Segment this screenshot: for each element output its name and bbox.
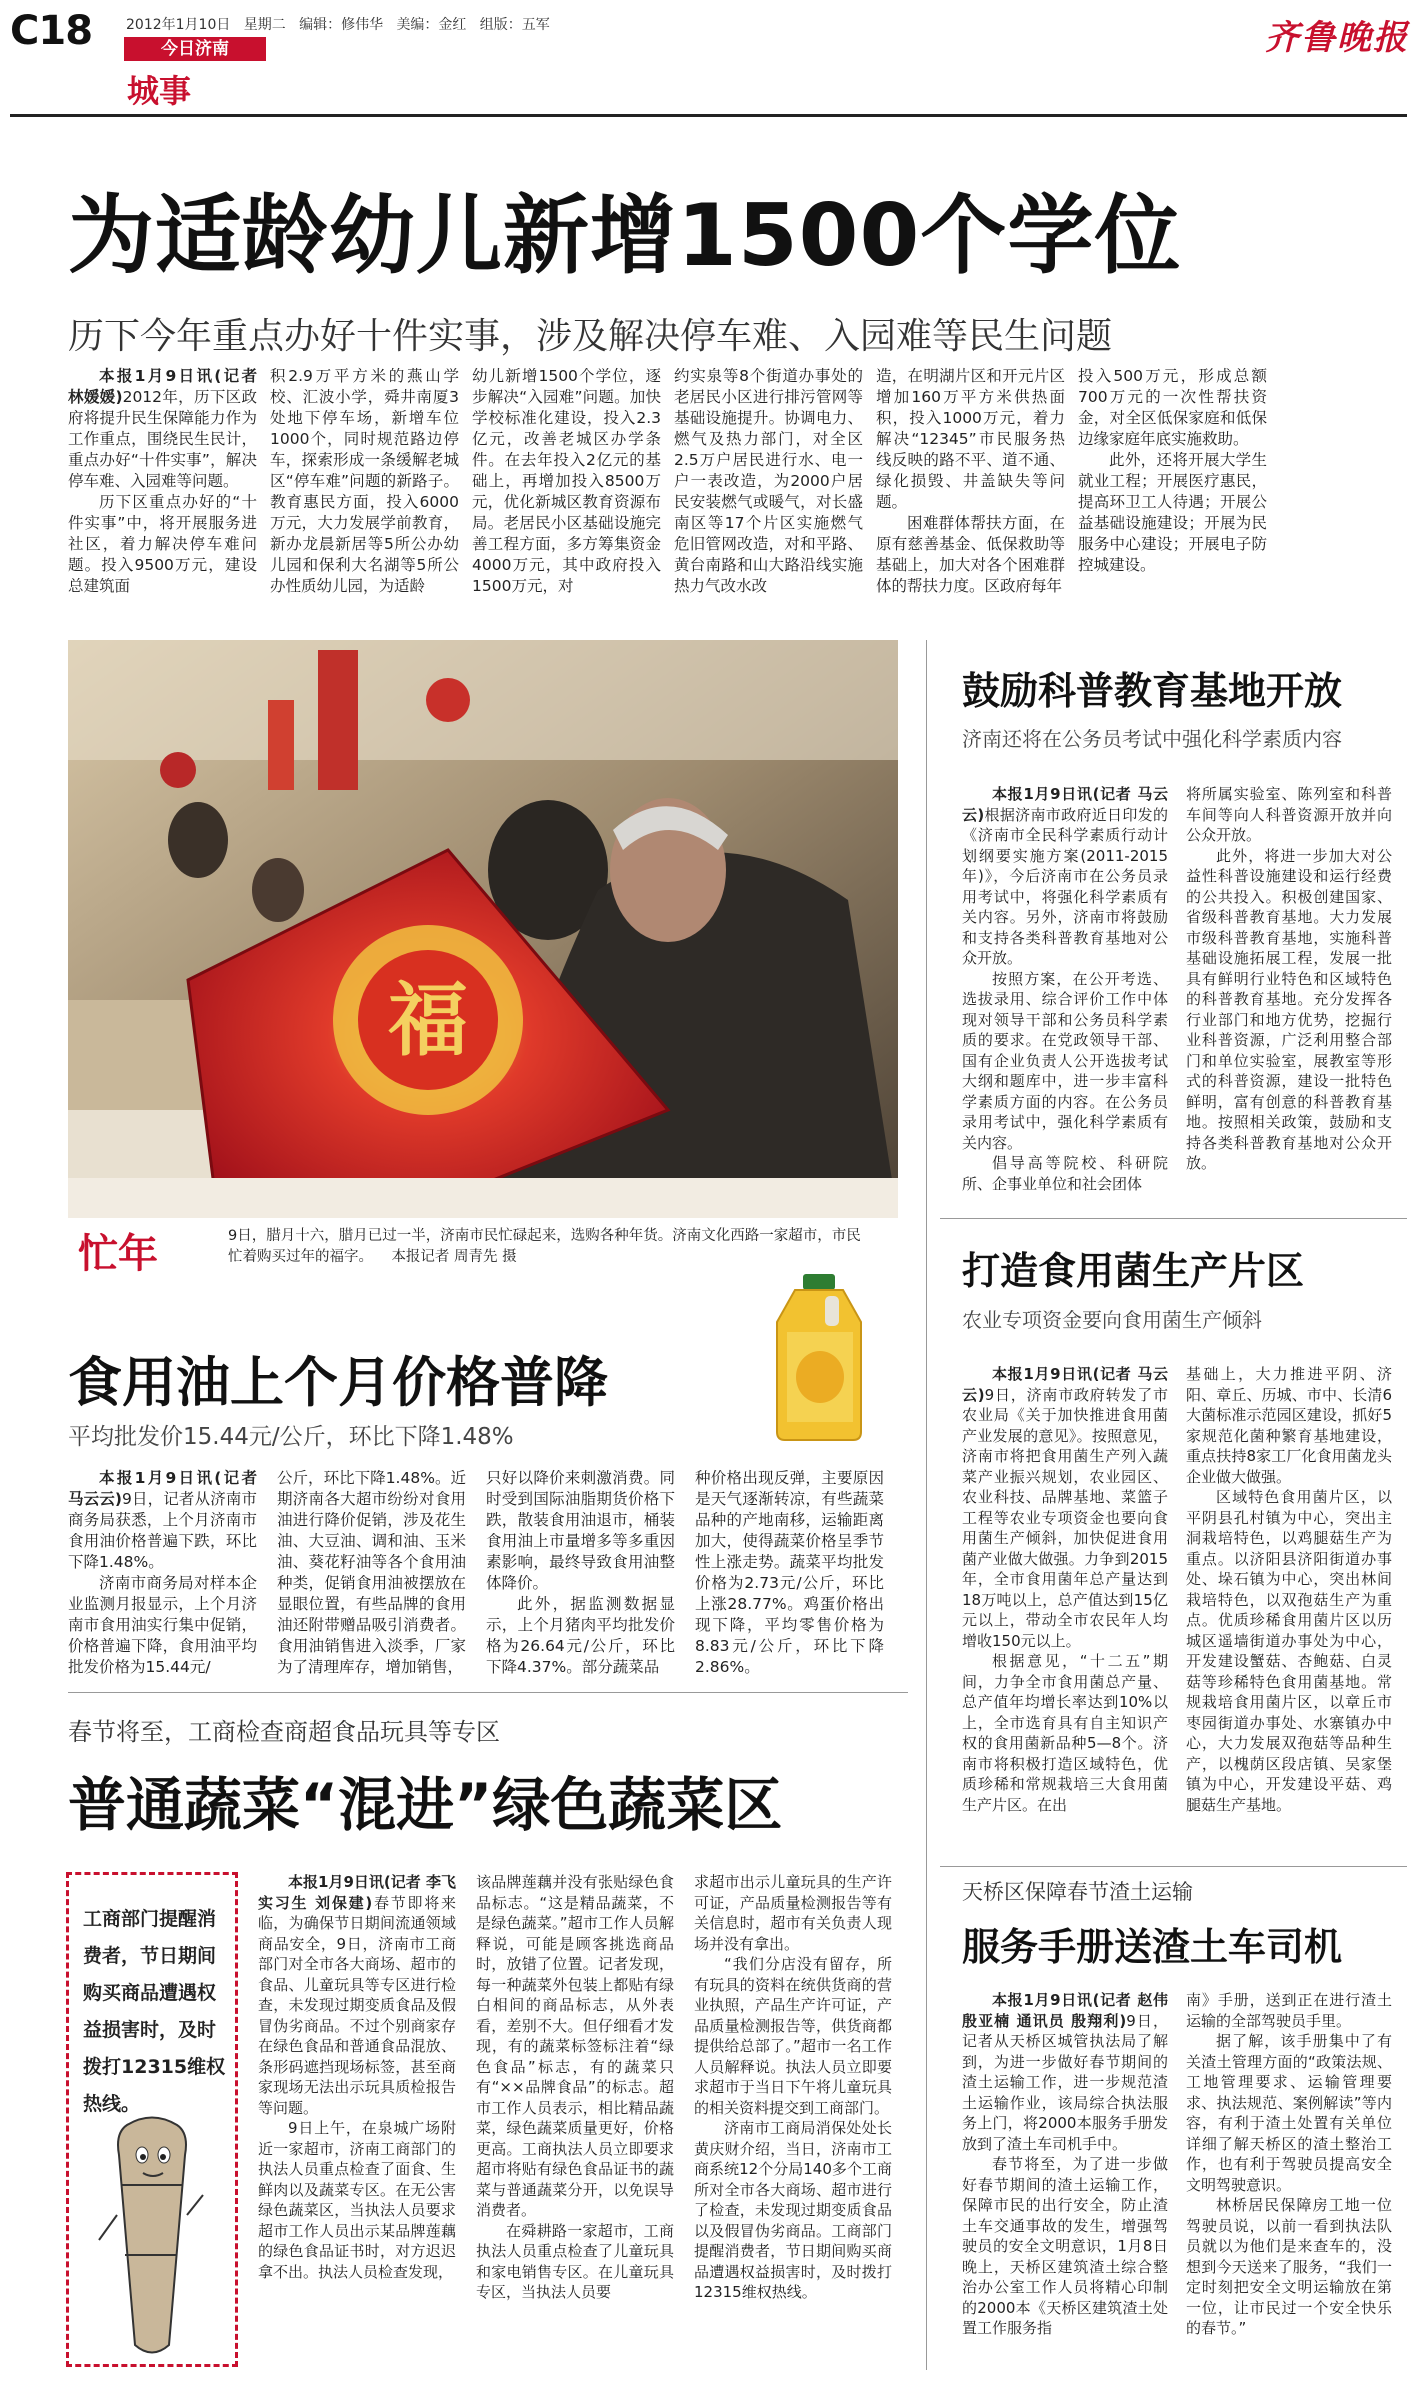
oil-byline: 本报1月9日讯(记者 马云云)	[68, 1469, 257, 1508]
lead-col-5	[876, 366, 1065, 597]
lead-text-1a: 2012年，历下区政府将提升民生保障能力作为工作重点，围绕民生民计，重点办好“十件实事”，解决停车难、入园难等问题。	[68, 388, 257, 490]
science-text-2: 将所属实验室、陈列室和科普车间等向人科普资源开放并向公众开放。	[1186, 785, 1392, 844]
science-text-2b: 此外，将进一步加大对公益性科普设施建设和运行经费的公共投入。积极创建国家、省级科普教育基地。大力发展市级科普教育基地，实施科普基础设施拓展工程，发展一批具有鲜明行业特色和区域特色的科普教育基地。充分发挥各行业部门和地方优势，挖掘行业科普资源，广泛利用整合部门和单位实验室，展教室等形式的科普资源，建设一批特色鲜明，富有创意的科普教育基地。按照相关政策，鼓励和支持各类科普教育基地对公众开放。	[1186, 846, 1392, 1172]
fungus-text-2: 基础上，大力推进平阴、济阳、章丘、历城、市中、长清6大菌标准示范园区建设，抓好5家规范化菌种繁育基地建设，重点扶持8家工厂化食用菌龙头企业做大做强。	[1186, 1365, 1392, 1486]
lead-col-4	[674, 366, 863, 597]
truck-headline: 服务手册送渣土车司机	[962, 1925, 1343, 1969]
lead-text-5: 造，在明湖片区和开元片区增加160万平方米供热面积，投入1000万元，着力解决“12345”市民服务热线反映的路不平、道不通、绿化损毁、井盖缺失等问题。	[876, 367, 1065, 511]
truck-col-2	[1186, 1990, 1392, 2339]
oil-text-1: 9日，记者从济南市商务局获悉，上个月济南市食用油价格普遍下跌，环比下降1.48%。	[68, 1490, 257, 1571]
science-text-1: 根据济南市政府近日印发的《济南市全民科学素质行动计划纲要实施方案(2011-2015年)》，今后济南市在公务员录用考试中，将强化科学素质有关内容。另外，济南市将鼓励和支持各类科普教育基地对公众开放。	[962, 805, 1168, 967]
lead-col-6	[1078, 366, 1267, 576]
fungus-subtitle: 农业专项资金要向食用菌生产倾斜	[962, 1308, 1262, 1332]
right-col-divider	[926, 640, 927, 2370]
fungus-text-1b: 根据意见，“十二五”期间，力争全市食用菌总产量、总产值年均增长率达到10%以上，全市选育具有自主知识产权的食用菌新品种5—8个。济南市将积极打造区域特色，优质珍稀和常规栽培三大食用菌生产片区。在出	[962, 1652, 1168, 1814]
oil-text-3b: 此外，据监测数据显示，上个月猪肉平均批发价格为26.64元/公斤，环比下降4.37%。部分蔬菜品	[486, 1595, 675, 1676]
oil-headline: 食用油上个月价格普降	[68, 1351, 608, 1414]
date: 2012年1月10日	[126, 17, 231, 33]
lead-text-3: 幼儿新增1500个学位，逐步解决“入园难”问题。加快学校标准化建设，投入2.3亿元，改善老城区办学条件。在去年投入2亿元的基础上，再增加投入8500万元，优化新城区教育资源布局。老居民小区基础设施完善工程方面，多方筹集资金4000万元，其中政府投入1500万元，对	[472, 367, 661, 595]
layout-editor: 组版：五军	[479, 17, 550, 33]
veg-text-1b: 9日上午，在泉城广场附近一家超市，济南工商部门的执法人员重点检查了面食、生鲜肉以及蔬菜专区。在无公害绿色蔬菜区，当执法人员要求超市工作人员出示某品牌莲藕的绿色食品证书时，对方迟迟拿不出。执法人员检查发现，	[258, 2119, 456, 2281]
fu-character: 福	[388, 974, 468, 1067]
science-headline: 鼓励科普教育基地开放	[962, 669, 1343, 713]
lead-text-4: 约实泉等8个街道办事处的老居民小区进行排污管网等基础设施提升。协调电力、燃气及热力部门，对全区2.5万户居民进行水、电一户一表改造，为2000户居民安装燃气或暖气，对长盛南区等17个片区实施燃气危旧管网改造，对和平路、黄台南路和山大路沿线实施热力气改水改	[674, 367, 863, 595]
fungus-col-1	[962, 1364, 1168, 1815]
page-info	[126, 14, 550, 34]
truck-col-1	[962, 1990, 1168, 2339]
lead-col-1	[68, 366, 257, 597]
oil-text-3: 只好以降价来刺激消费。同时受到国际油脂期货价格下跌，散装食用油退市，桶装食用油上市量增多等多重因素影响，最终导致食用油整体降价。	[486, 1469, 675, 1592]
oil-text-2: 公斤，环比下降1.48%。近期济南各大超市纷纷对食用油进行降价促销，涉及花生油、大豆油、调和油、玉米油、葵花籽油等各个食用油种类，促销食用油被摆放在显眼位置，有些品牌的食用油还附带赠品吸引消费者。食用油销售进入淡季，厂家为了清理库存，增加销售，	[277, 1469, 466, 1676]
oil-text-1b: 济南市商务局对样本企业监测月报显示，上个月济南市食用油实行集中促销，价格普遍下降，食用油平均批发价格为15.44元/	[68, 1574, 257, 1676]
veg-col-1	[258, 1872, 456, 2282]
section-name: 城事	[127, 72, 192, 110]
lead-col-3	[472, 366, 661, 597]
veg-text-2b: 在舜耕路一家超市，工商执法人员重点检查了儿童玩具和家电销售专区。在儿童玩具专区，当执法人员要	[476, 2221, 674, 2301]
photo-illustration	[68, 640, 898, 1218]
oil-col-2	[277, 1468, 466, 1678]
lead-col-2	[270, 366, 459, 597]
fungus-text-2b: 区域特色食用菌片区，以平阴县孔村镇为中心，突出主洞栽培特色，以鸡腿菇生产为重点。以济阳县济阳街道办事处、垛石镇为中心，突出林间栽培特色，以双孢菇生产为重点。优质珍稀食用菌片区以历城区遥墙街道办事处为中心，开发建设蟹菇、杏鲍菇、白灵菇等珍稀特色食用菌基地。常规栽培食用菌片区，以章丘市枣园街道办事处、水寨镇办中心，大力发展双孢菇等品种生产，以槐荫区段店镇、吴家堡镇为中心，开发建设平菇、鸡腿菇生产基地。	[1186, 1488, 1392, 1814]
veg-kicker: 春节将至，工商检查商超食品玩具等专区	[68, 1718, 500, 1746]
veg-text-1: 春节即将来临，为确保节日期间流通领域商品安全，9日，济南市工商部门对全市各大商场、超市的食品、儿童玩具等专区进行检查，未发现过期变质食品及假冒伪劣商品。不过个别商家存在绿色食品和普通食品混放、条形码遮挡现场标签，甚至商家现场无法出示玩具质检报告等问题。	[258, 1893, 456, 2117]
section-tag: 今日济南	[124, 37, 266, 61]
science-text-1b: 按照方案，在公开考选、选拔录用、综合评价工作中体现对领导干部和公务员科学素质的要求。在党政领导干部、国有企业负责人公开选拔考试大纲和题库中，进一步丰富科学素质方面的内容。在公务员录用考试中，强化科学素质有关内容。	[962, 969, 1168, 1152]
veg-sidebar-text: 工商部门提醒消费者，节日期间购买商品遭遇权益损害时，及时拨打12315维权热线。	[83, 1908, 226, 2115]
photo-caption-box	[68, 1222, 898, 1277]
veg-byline: 本报1月9日讯(记者 李飞 实习生 刘保建)	[258, 1873, 456, 1912]
lead-text-6: 投入500万元，形成总额700万元的一次性帮扶资金，对全区低保家庭和低保边缘家庭年底实施救助。	[1078, 367, 1267, 448]
lead-text-2: 积2.9万平方米的燕山学校、汇波小学，舜井南厦3处地下停车场，新增车位1000个，同时规范路边停车，探索形成一条缓解老城区“停车难”问题的新路子。教育惠民方面，投入6000万元，大力发展学前教育，新办龙晨新居等5所公办幼儿园和保利大名湖等5所公办性质幼儿园，为适龄	[270, 367, 459, 595]
lead-byline: 本报1月9日讯(记者 林媛媛)	[68, 367, 257, 406]
masthead-logo: 齐鲁晚报	[1265, 18, 1409, 58]
fungus-col-2	[1186, 1364, 1392, 1815]
oil-text-4: 种价格出现反弹，主要原因是天气逐渐转凉，有些蔬菜品种的产地南移，运输距离加大，使得蔬菜价格呈季节性上涨走势。蔬菜平均批发价格为2.73元/公斤，环比上涨28.77%。鸡蛋价格出现下降，平均零售价格为8.83元/公斤，环比下降2.86%。	[695, 1469, 884, 1676]
oil-col-1	[68, 1468, 257, 1678]
veg-headline: 普通蔬菜“混进”绿色蔬菜区	[68, 1771, 783, 1839]
science-subtitle: 济南还将在公务员考试中强化科学素质内容	[962, 727, 1342, 751]
truck-text-2b: 据了解，该手册集中了有关渣土管理方面的“政策法规、工地管理要求、运输管理要求、执法规范、案例解读”等内容，有利于渣土处置有关单位详细了解天桥区的渣土整治工作，也有利于驾驶员提高安全文明驾驶意识。	[1186, 2032, 1392, 2194]
news-photo	[68, 640, 898, 1218]
veg-sidebar-box	[66, 1872, 238, 2367]
truck-kicker: 天桥区保障春节渣土运输	[962, 1880, 1193, 1904]
truck-text-2: 南》手册，送到正在进行渣土运输的全部驾驶员手里。	[1186, 1991, 1392, 2030]
veg-text-3c: 济南市工商局消保处处长黄庆财介绍，当日，济南市工商系统12个分局140多个工商所对全市各大商场、超市进行了检查，未发现过期变质食品以及假冒伪劣商品。工商部门提醒消费者，节日期间购买商品遭遇权益损害时，及时拨打12315维权热线。	[694, 2119, 892, 2301]
header-rule	[10, 114, 1407, 117]
veg-text-3b: “我们分店没有留存，所有玩具的资料在统供货商的营业执照，产品生产许可证，产品质量检测报告等，供货商都提供给总部了。”超市一名工作人员解释说。执法人员立即要求超市于当日下午将儿童玩具的相关资料提交到工商部门。	[694, 1955, 892, 2117]
oil-subtitle: 平均批发价15.44元/公斤，环比下降1.48%	[68, 1424, 514, 1450]
weekday: 星期二	[243, 17, 286, 33]
editor: 编辑：修伟华	[299, 17, 384, 33]
truck-text-2c: 林桥居民保障房工地一位驾驶员说，以前一看到执法队员就以为他们是来查车的，没想到今天送来了服务，“我们一定时刻把安全文明运输放在第一位，让市民过一个安全快乐的春节。”	[1186, 2196, 1392, 2337]
fungus-text-1: 9日，济南市政府转发了市农业局《关于加快推进食用菌产业发展的意见》。按照意见，济南市将把食用菌生产列入蔬菜产业振兴规划，农业园区、农业科技、品牌基地、菜篮子工程等农业专项资金也要向食用菌生产倾斜，加快促进食用菌产业做大做强。力争到2015年，全市食用菌年总产量达到18万吨以上，总产值达到15亿元以上，带动全市农民年人均增收150元以上。	[962, 1385, 1168, 1650]
lead-headline: 为适龄幼儿新增1500个学位	[68, 186, 1182, 286]
lead-text-1b: 历下区重点办好的“十件实事”中，将开展服务进社区，着力解决停车难问题。投入9500万元，建设总建筑面	[68, 493, 257, 595]
truck-text-1: 9日，记者从天桥区城管执法局了解到，为进一步做好春节期间的渣土运输工作，进一步规范渣土运输作业，该局综合执法服务上门，将2000本服务手册发放到了渣土车司机手中。	[962, 2011, 1169, 2153]
veg-text-3: 求超市出示儿童玩具的生产许可证，产品质量检测报告等有关信息时，超市有关负责人现场并没有拿出。	[694, 1873, 892, 1953]
oil-bottle-illustration	[765, 1272, 875, 1442]
science-text-1c: 倡导高等院校、科研院所、企事业单位和社会团体	[962, 1154, 1168, 1193]
truck-byline: 本报1月9日讯(记者 赵伟 殷亚楠 通讯员 殷翔利)	[962, 1991, 1168, 2030]
veg-rule	[68, 1692, 908, 1693]
oil-col-4	[695, 1468, 884, 1678]
lead-subtitle: 历下今年重点办好十件实事，涉及解决停车难、入园难等民生问题	[68, 316, 1113, 357]
truck-rule	[940, 1866, 1407, 1867]
lead-text-5b: 困难群体帮扶方面，在原有慈善基金、低保救助等基础上，加大对各个困难群体的帮扶力度。区政府每年	[876, 514, 1065, 595]
veg-text-2: 该品牌莲藕并没有张贴绿色食品标志。“这是精品蔬菜，不是绿色蔬菜。”超市工作人员解释说，可能是顾客挑选商品时，放错了位置。记者发现，每一种蔬菜外包装上都贴有绿白相间的商品标志，从外表看，差别不大。但仔细看才发现，有的蔬菜标签标注着“绿色食品”标志，有的蔬菜只有“××品牌食品”的标志。超市工作人员表示，相比精品蔬菜，绿色蔬菜质量更好，价格更高。工商执法人员立即要求超市将贴有绿色食品证书的蔬菜与普通蔬菜分开，以免误导消费者。	[476, 1873, 674, 2219]
photo-credit: 本报记者 周青先 摄	[391, 1249, 517, 1265]
fungus-headline: 打造食用菌生产片区	[962, 1249, 1305, 1293]
photo-label: 忙年	[78, 1231, 158, 1277]
science-col-1	[962, 784, 1168, 1194]
page-number: C18	[10, 8, 93, 54]
science-col-2	[1186, 784, 1392, 1174]
lotus-root-illustration	[97, 2115, 207, 2360]
lead-text-6b: 此外，还将开展大学生就业工程；开展医疗惠民，提高环卫工人待遇；开展公益基础设施建设；开展为民服务中心建设；开展电子防控城建设。	[1078, 451, 1267, 574]
photo-caption	[228, 1226, 868, 1268]
oil-col-3	[486, 1468, 675, 1678]
veg-col-3	[694, 1872, 892, 2303]
fungus-rule	[940, 1218, 1407, 1219]
art-editor: 美编：金红	[396, 17, 467, 33]
veg-col-2	[476, 1872, 674, 2303]
caption-text: 9日，腊月十六，腊月已过一半，济南市民忙碌起来，选购各种年货。济南文化西路一家超市，市民忙着购买过年的福字。	[228, 1228, 861, 1265]
fungus-byline: 本报1月9日讯(记者 马云云)	[962, 1365, 1168, 1404]
truck-text-1b: 春节将至，为了进一步做好春节期间的渣土运输工作，保障市民的出行安全，防止渣土车交通事故的发生，增强驾驶员的安全文明意识，1月8日晚上，天桥区建筑渣土综合整治办公室工作人员将精心印制的2000本《天桥区建筑渣土处置工作服务指	[962, 2155, 1168, 2337]
science-byline: 本报1月9日讯(记者 马云云)	[962, 785, 1168, 824]
